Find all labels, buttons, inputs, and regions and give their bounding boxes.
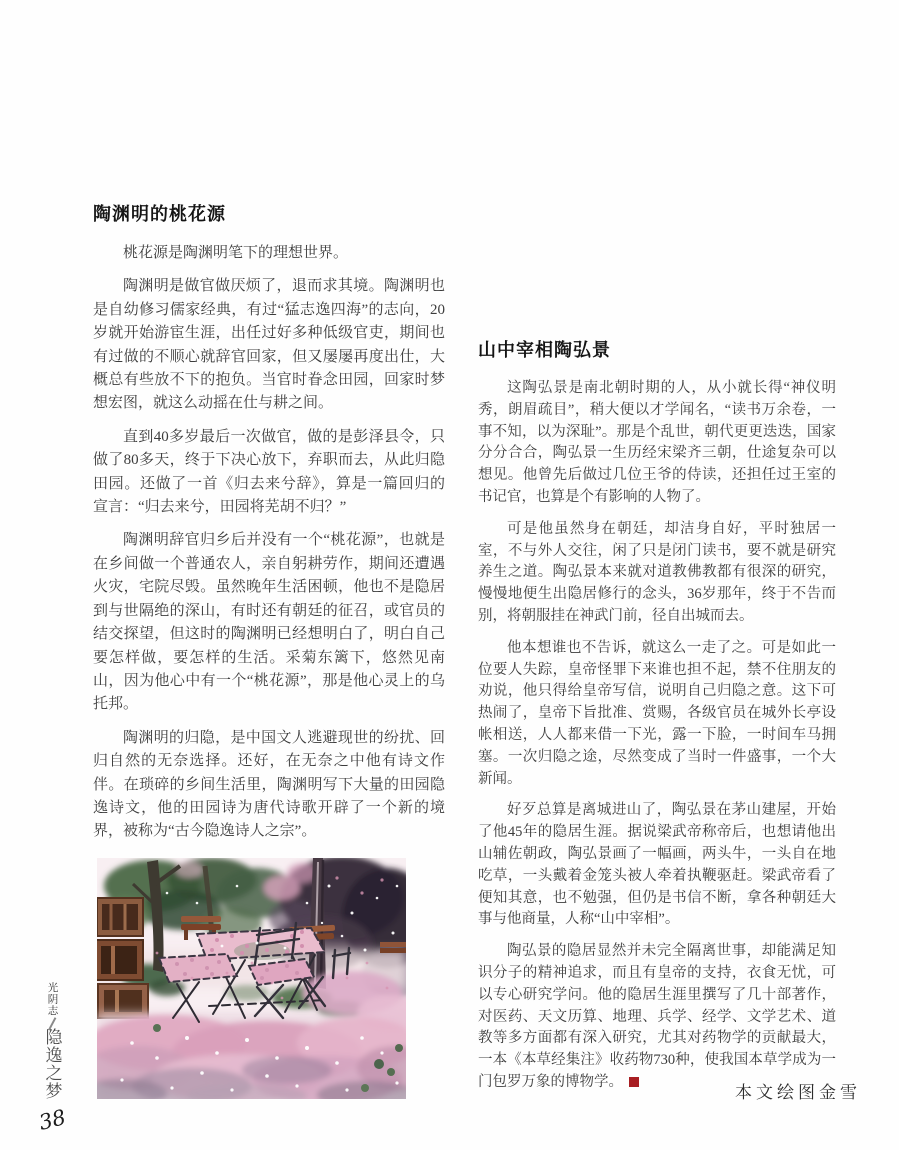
paragraph: 直到40多岁最后一次做官，做的是彭泽县令，只做了80多天，终于下决心放下，弃职而去，从此归隐田园。还做了一首《归去来兮辞》，算是一篇回归的宣言：“归去来兮，田园将芜胡不归？” [93,428,445,516]
article-taohongjing [478,338,836,1104]
paragraph: 好歹总算是离城进山了，陶弘景在茅山建屋，开始了他45年的隐居生涯。据说梁武帝称帝后，也想请他出山辅佐朝政，陶弘景画了一幅画，两头牛，一头自在地吃草，一头戴着金笼头被人牵着执鞭驱赶。梁武帝看了便知其意，也不勉强，但仍是书信不断，拿各种朝廷大事与他商量，人称“山中宰相”。 [478,802,836,928]
paragraph: 陶渊明的归隐，是中国文人逃避现世的纷扰、回归自然的无奈选择。还好，在无奈之中他有诗文作伴。在琐碎的乡间生活里，陶渊明写下大量的田园隐逸诗文，他的田园诗为唐代诗歌开辟了一个新的境界，被称为“古今隐逸诗人之宗”。 [93,729,445,840]
crate-shapes [97,898,148,1018]
article-right-heading: 山中宰相陶弘景 [478,340,611,360]
paragraph: 他本想谁也不告诉，就这么一走了之。可是如此一位要人失踪，皇帝怪罪下来谁也担不起，禁不住朋友的劝说，他只得给皇帝写信，说明自己归隐之意。这下可热闹了，皇帝下旨批准、赏赐，各级官员在城外长亭设帐相送，人人都来借一下光，露一下脸，一时间车马拥塞。一次归隐之途，尽然变成了当时一件盛事，一个大新闻。 [478,639,836,787]
series-label: 光阴志 [46,982,58,1017]
watercolor-garden-scene [97,858,406,1099]
page-margin-labels [36,982,68,1135]
paragraph: 可是他虽然身在朝廷，却洁身自好，平时独居一室，不与外人交往，闲了只是闭门读书，要不就是研究养生之道。陶弘景本来就对道教佛教都有很深的研究，慢慢地便生出隐居修行的念头，36岁那年，终于不告而别，将朝服挂在神武门前，径自出城而去。 [478,520,836,624]
illustration-credit: 本文绘图金雪 [735,1083,861,1102]
paragraph-text: 陶弘景的隐居显然并未完全隔离世事，却能满足知识分子的精神追求，而且有皇帝的支持，衣食无忧，可以专心研究学问。他的隐居生涯里撰写了几十部著作，对医药、天文历算、地理、兵学、经学、文学艺术、道教等多方面都有深入研究，尤其对药物学的贡献最大，一本《本草经集注》收药物730种，使我国本草学成为一门包罗万象的博物学。 [478,943,836,1090]
paragraph: 这陶弘景是南北朝时期的人，从小就长得“神仪明秀，朗眉疏目”，稍大便以才学闻名，“读书万余卷，一事不知，以为深耻”。那是个乱世，朝代更更迭迭，国家分分合合，陶弘景一生历经宋梁齐三朝，仕途复杂可以想见。他曾先后做过几位王爷的侍读，还担任过王室的书记官，也算是个有影响的人物了。 [478,380,836,505]
paragraph: 陶渊明辞官归乡后并没有一个“桃花源”，也就是在乡间做一个普通农人，亲自躬耕劳作，期间还遭遇火灾，宅院尽毁。虽然晚年生活困顿，他也不是隐居到与世隔绝的深山，有时还有朝廷的征召，或官员的结交探望，但这时的陶渊明已经想明白了，明白自己要怎样做，要怎样的生活。采菊东篱下，悠然见南山，因为他心中有一个“桃花源”，那是他心灵上的乌托邦。 [93,532,445,713]
section-label: 隐逸之梦 [42,1028,62,1100]
watercolor-illustration [97,858,406,1099]
article-left-heading: 陶渊明的桃花源 [93,204,226,224]
paragraph: 桃花源是陶渊明笔下的理想世界。 [123,245,349,261]
article-taoyuanming [93,202,445,854]
end-mark [629,1077,639,1087]
page-number: 38 [36,1105,68,1135]
paragraph: 陶渊明是做官做厌烦了，退而求其境。陶渊明也是自幼修习儒家经典，有过“猛志逸四海”的志向，20岁就开始游宦生涯，出任过好多种低级官吏，期间也有过做的不顺心就辞官回家，但又屡屡再度出仕，大概总有些放不下的抱负。当官时眷念田园，回家时梦想宏图，就这么动摇在仕与耕之间。 [93,278,445,412]
paragraph [478,941,836,1094]
